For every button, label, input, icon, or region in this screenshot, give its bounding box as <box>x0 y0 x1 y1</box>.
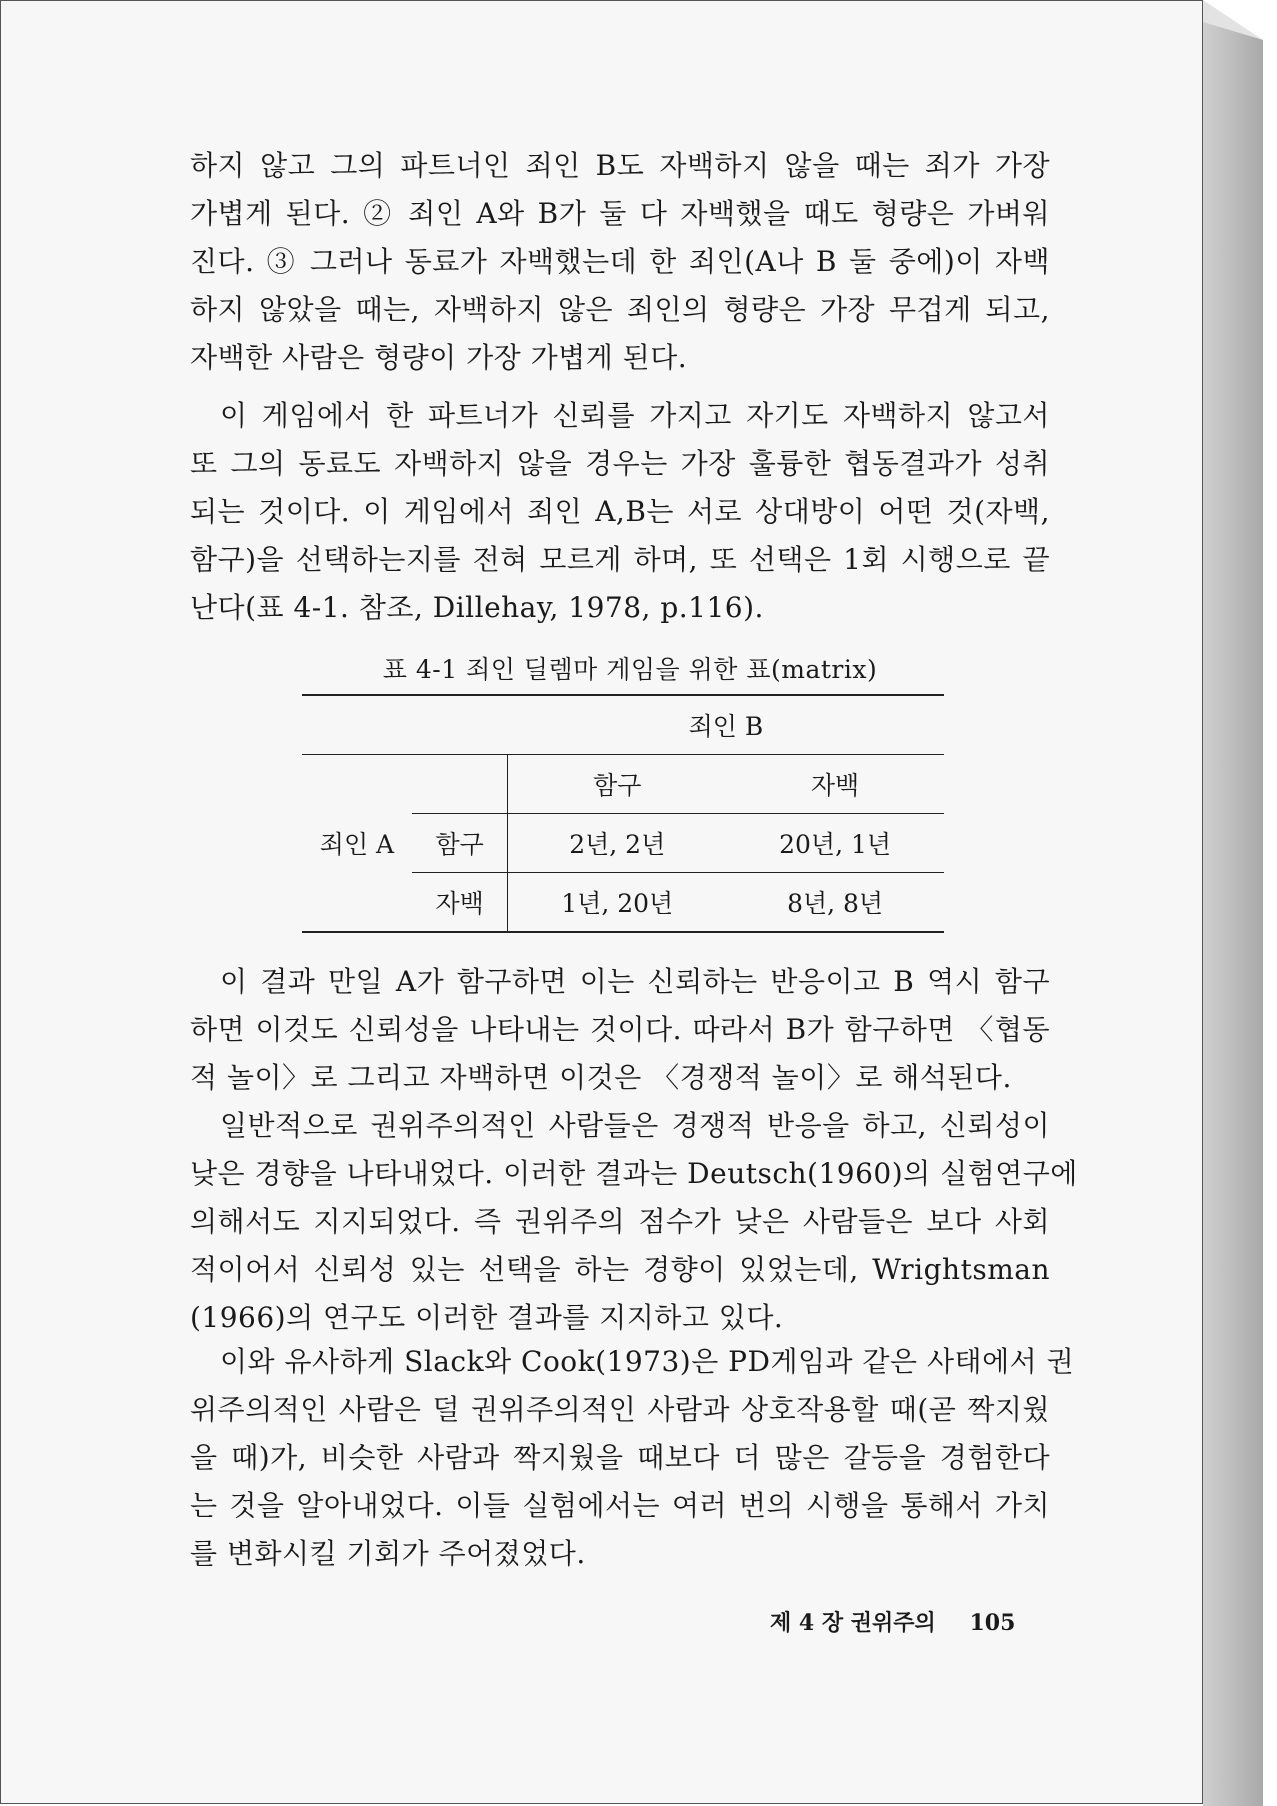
text-line: 이와 유사하게 Slack와 Cook(1973)은 PD게임과 같은 사태에서 권 <box>220 1345 1075 1378</box>
table-cell: 8년, 8년 <box>726 873 944 933</box>
text-line: 하지 않고 그의 파트너인 죄인 B도 자백하지 않을 때는 죄가 가장 <box>190 149 1050 182</box>
text-line: 되는 것이다. 이 게임에서 죄인 A,B는 서로 상대방이 어떤 것(자백, <box>190 495 1050 528</box>
paragraph-1 <box>190 142 1050 382</box>
text-line: 을 때)가, 비슷한 사람과 짝지웠을 때보다 더 많은 갈등을 경험한다 <box>190 1441 1050 1474</box>
text-line: 일반적으로 권위주의적인 사람들은 경쟁적 반응을 하고, 신뢰성이 <box>220 1109 1050 1142</box>
paragraph-5 <box>190 1338 1075 1578</box>
text-line: 적 놀이〉로 그리고 자백하면 이것은 〈경쟁적 놀이〉로 해석된다. <box>190 1061 1012 1094</box>
row-header: 자백 <box>412 873 508 933</box>
paragraph-2 <box>190 392 1050 632</box>
table-cell: 2년, 2년 <box>508 814 726 873</box>
book-spine <box>1203 22 1263 1806</box>
column-header: 자백 <box>726 755 944 814</box>
chapter-title: 제 4 장 권위주의 <box>770 1610 936 1636</box>
text-line: 또 그의 동료도 자백하지 않을 경우는 가장 훌륭한 협동결과가 성취 <box>190 447 1050 480</box>
text-line: 낮은 경향을 나타내었다. 이러한 결과는 Deutsch(1960)의 실험연구에 <box>190 1157 1078 1190</box>
text-line: 적이어서 신뢰성 있는 선택을 하는 경향이 있었는데, Wrightsman <box>190 1253 1050 1286</box>
text-line: 가볍게 된다. ② 죄인 A와 B가 둘 다 자백했을 때도 형량은 가벼워 <box>190 197 1050 230</box>
running-footer <box>770 1606 1016 1637</box>
table-caption: 표 4-1 죄인 딜렘마 게임을 위한 표(matrix) <box>382 655 878 684</box>
paragraph-3 <box>190 958 1050 1102</box>
text-line: 진다. ③ 그러나 동료가 자백했는데 한 죄인(A나 B 둘 중에)이 자백 <box>190 245 1050 278</box>
page-number: 105 <box>969 1610 1016 1636</box>
text-line: 하지 않았을 때는, 자백하지 않은 죄인의 형량은 가장 무겁게 되고, <box>190 293 1050 326</box>
row-header: 함구 <box>412 814 508 873</box>
text-line: 하면 이것도 신뢰성을 나타내는 것이다. 따라서 B가 함구하면 〈협동 <box>190 1013 1050 1046</box>
table-cell: 20년, 1년 <box>726 814 944 873</box>
text-line: (1966)의 연구도 이러한 결과를 지지하고 있다. <box>190 1301 784 1334</box>
text-line: 위주의적인 사람은 덜 권위주의적인 사람과 상호작용할 때(곧 짝지웠 <box>190 1393 1050 1426</box>
text-line: 난다(표 4-1. 참조, Dillehay, 1978, p.116). <box>190 591 764 624</box>
text-line: 함구)을 선택하는지를 전혀 모르게 하며, 또 선택은 1회 시행으로 끝 <box>190 543 1050 576</box>
column-header: 함구 <box>508 755 726 814</box>
text-line: 자백한 사람은 형량이 가장 가볍게 된다. <box>190 341 688 374</box>
text-line: 의해서도 지지되었다. 즉 권위주의 점수가 낮은 사람들은 보다 사회 <box>190 1205 1050 1238</box>
row-group-header: 죄인 A <box>319 830 395 859</box>
text-line: 는 것을 알아내었다. 이들 실험에서는 여러 번의 시행을 통해서 가치 <box>190 1489 1050 1522</box>
table-cell: 1년, 20년 <box>508 873 726 933</box>
text-line: 를 변화시킬 기회가 주어졌었다. <box>190 1537 586 1570</box>
text-line: 이 게임에서 한 파트너가 신뢰를 가지고 자기도 자백하지 않고서 <box>220 399 1050 432</box>
text-line: 이 결과 만일 A가 함구하면 이는 신뢰하는 반응이고 B 역시 함구 <box>220 965 1050 998</box>
column-group-header: 죄인 B <box>508 695 944 755</box>
prisoners-dilemma-matrix <box>302 694 944 933</box>
paragraph-4 <box>190 1102 1078 1342</box>
